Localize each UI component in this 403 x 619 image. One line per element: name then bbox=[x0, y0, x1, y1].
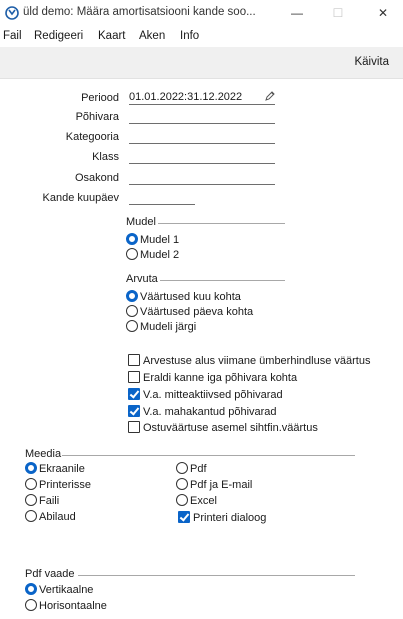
app-icon bbox=[5, 6, 19, 20]
radio-faili[interactable]: Faili bbox=[25, 494, 59, 508]
pencil-icon[interactable] bbox=[264, 90, 276, 102]
menu-info[interactable]: Info bbox=[180, 30, 200, 42]
radio-dot bbox=[126, 320, 138, 332]
checkbox-box bbox=[178, 511, 190, 523]
kategooria-label: Kategooria bbox=[65, 131, 119, 143]
klass-label: Klass bbox=[92, 151, 119, 163]
radio-dot bbox=[25, 583, 37, 595]
radio-pdf[interactable]: Pdf bbox=[176, 462, 207, 476]
kande-kuupaev-field[interactable] bbox=[129, 191, 195, 205]
close-button[interactable]: ✕ bbox=[377, 6, 389, 20]
toolbar bbox=[0, 47, 403, 79]
checkbox-mitteaktiivsed[interactable]: V.a. mitteaktiivsed põhivarad bbox=[128, 388, 283, 402]
title-bar bbox=[0, 0, 403, 26]
arvuta-title: Arvuta bbox=[126, 273, 158, 285]
radio-dot bbox=[126, 305, 138, 317]
periood-field[interactable]: 01.01.2022:31.12.2022 bbox=[129, 91, 275, 105]
meedia-title: Meedia bbox=[25, 448, 62, 460]
radio-dot bbox=[25, 510, 37, 522]
radio-vaartused-kuu-kohta[interactable]: Väärtused kuu kohta bbox=[126, 290, 241, 304]
arvuta-divider bbox=[160, 280, 285, 281]
radio-dot bbox=[25, 478, 37, 490]
checkbox-printeri-dialoog[interactable]: Printeri dialoog bbox=[178, 511, 266, 525]
checkbox-eraldi-kanne[interactable]: Eraldi kanne iga põhivara kohta bbox=[128, 371, 297, 385]
radio-dot bbox=[126, 248, 138, 260]
radio-mudel-1[interactable]: Mudel 1 bbox=[126, 233, 179, 247]
meedia-divider bbox=[62, 455, 355, 456]
menu-kaart[interactable]: Kaart bbox=[98, 30, 126, 42]
klass-field[interactable] bbox=[129, 150, 275, 164]
run-button[interactable]: Käivita bbox=[354, 56, 389, 68]
window-title: üld demo: Määra amortisatsiooni kande soo... bbox=[23, 6, 256, 18]
menu-fail[interactable]: Fail bbox=[3, 30, 22, 42]
osakond-field[interactable] bbox=[129, 171, 275, 185]
checkbox-box bbox=[128, 371, 140, 383]
checkbox-mahakantud[interactable]: V.a. mahakantud põhivarad bbox=[128, 405, 277, 419]
radio-dot bbox=[126, 290, 138, 302]
checkbox-box bbox=[128, 421, 140, 433]
radio-pdf-ja-email[interactable]: Pdf ja E-mail bbox=[176, 478, 252, 492]
mudel-divider bbox=[158, 223, 285, 224]
radio-dot bbox=[176, 478, 188, 490]
osakond-label: Osakond bbox=[74, 172, 119, 184]
pohivara-label: Põhivara bbox=[75, 111, 119, 123]
radio-excel[interactable]: Excel bbox=[176, 494, 217, 508]
mudel-title: Mudel bbox=[126, 216, 156, 228]
checkbox-box bbox=[128, 405, 140, 417]
radio-dot bbox=[25, 599, 37, 611]
radio-vaartused-paeva-kohta[interactable]: Väärtused päeva kohta bbox=[126, 305, 253, 319]
radio-abilaud[interactable]: Abilaud bbox=[25, 510, 76, 524]
radio-dot bbox=[126, 233, 138, 245]
maximize-button: ☐ bbox=[332, 6, 344, 20]
radio-dot bbox=[25, 462, 37, 474]
pdf-vaade-title: Pdf vaade bbox=[25, 568, 75, 580]
radio-dot bbox=[176, 462, 188, 474]
pohivara-field[interactable] bbox=[129, 110, 275, 124]
radio-mudeli-jargi[interactable]: Mudeli järgi bbox=[126, 320, 196, 334]
menu-redigeeri[interactable]: Redigeeri bbox=[34, 30, 84, 42]
radio-dot bbox=[176, 494, 188, 506]
checkbox-ostuvaartuse-asemel[interactable]: Ostuväärtuse asemel sihtfin.väärtus bbox=[128, 421, 318, 435]
kande-kuupaev-label: Kande kuupäev bbox=[42, 192, 119, 204]
menu-aken[interactable]: Aken bbox=[139, 30, 166, 42]
checkbox-arvestuse-alus[interactable]: Arvestuse alus viimane ümberhindluse väärtus bbox=[128, 354, 370, 368]
radio-dot bbox=[25, 494, 37, 506]
radio-vertikaalne[interactable]: Vertikaalne bbox=[25, 583, 93, 597]
checkbox-box bbox=[128, 354, 140, 366]
checkbox-box bbox=[128, 388, 140, 400]
radio-horisontaalne[interactable]: Horisontaalne bbox=[25, 599, 107, 613]
radio-mudel-2[interactable]: Mudel 2 bbox=[126, 248, 179, 262]
periood-label: Periood bbox=[81, 92, 119, 104]
pdf-vaade-divider bbox=[78, 575, 355, 576]
minimize-button[interactable]: — bbox=[291, 6, 303, 20]
menu-bar bbox=[0, 26, 403, 46]
kategooria-field[interactable] bbox=[129, 130, 275, 144]
radio-ekraanile[interactable]: Ekraanile bbox=[25, 462, 85, 476]
radio-printerisse[interactable]: Printerisse bbox=[25, 478, 91, 492]
